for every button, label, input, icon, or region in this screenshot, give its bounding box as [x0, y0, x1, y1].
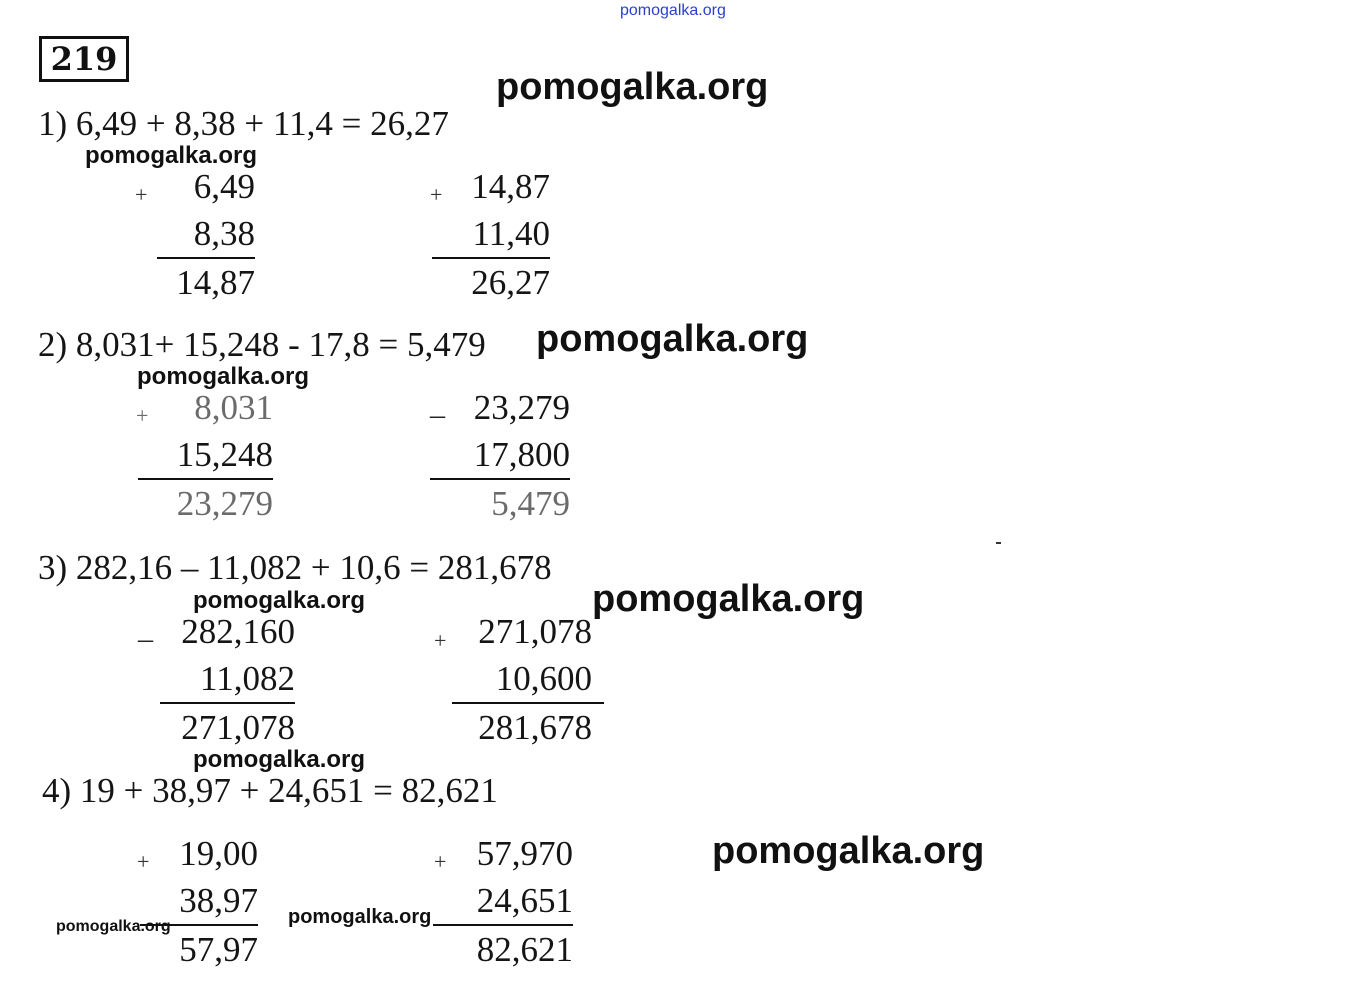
- plus-sign: +: [434, 849, 447, 874]
- operand: 24,651: [433, 877, 573, 926]
- plus-sign: +: [434, 628, 447, 653]
- problem-1-equation: 1) 6,49 + 8,38 + 11,4 = 26,27: [38, 104, 449, 143]
- task-number: 219: [39, 36, 129, 82]
- watermark: pomogalka.org: [56, 918, 171, 935]
- plus-sign: +: [430, 182, 443, 207]
- operand: 17,800: [430, 431, 570, 480]
- operand: 19,00: [179, 834, 258, 873]
- watermark: pomogalka.org: [288, 906, 432, 928]
- operand: 8,38: [157, 210, 255, 259]
- stray-mark: [996, 542, 1001, 544]
- plus-sign: +: [136, 403, 149, 428]
- minus-sign: _: [138, 612, 153, 645]
- watermark: pomogalka.org: [193, 587, 366, 614]
- plus-sign: +: [137, 849, 150, 874]
- column-addition: [115, 163, 255, 306]
- result: 57,97: [179, 930, 258, 969]
- operand: 271,078: [478, 612, 592, 651]
- column-addition: [410, 163, 550, 306]
- result: 271,078: [181, 708, 295, 747]
- result: 14,87: [176, 263, 255, 302]
- watermark: pomogalka.org: [137, 363, 310, 390]
- minus-sign: _: [430, 388, 445, 421]
- column-subtraction: [155, 608, 295, 751]
- result: 281,678: [478, 708, 592, 747]
- watermark: pomogalka.org: [712, 830, 985, 872]
- operand: 57,970: [476, 834, 573, 873]
- operand: 14,87: [471, 167, 550, 206]
- column-addition: [433, 830, 573, 973]
- problem-3-equation: 3) 282,16 – 11,082 + 10,6 = 281,678: [38, 548, 552, 587]
- watermark: pomogalka.org: [193, 746, 366, 773]
- operand: 282,160: [181, 612, 295, 651]
- operand: 8,031: [194, 388, 273, 427]
- column-subtraction: [430, 384, 570, 527]
- problem-4-equation: 4) 19 + 38,97 + 24,651 = 82,621: [42, 771, 498, 810]
- plus-sign: +: [135, 182, 148, 207]
- result: 5,479: [491, 484, 570, 523]
- operand: 15,248: [138, 431, 273, 480]
- problem-2-equation: 2) 8,031+ 15,248 - 17,8 = 5,479: [38, 325, 486, 364]
- watermark: pomogalka.org: [496, 66, 769, 108]
- operand: 11,082: [160, 655, 295, 704]
- watermark: pomogalka.org: [536, 318, 809, 360]
- operand: 11,40: [432, 210, 550, 259]
- column-addition: [452, 608, 592, 751]
- operand: 10,600: [452, 655, 604, 704]
- column-addition: [133, 384, 273, 527]
- watermark: pomogalka.org: [85, 142, 258, 169]
- top-watermark: pomogalka.org: [620, 2, 726, 19]
- result: 82,621: [476, 930, 573, 969]
- operand: 23,279: [473, 388, 570, 427]
- watermark: pomogalka.org: [592, 578, 865, 620]
- result: 26,27: [471, 263, 550, 302]
- column-addition: [118, 830, 258, 973]
- operand: 38,97: [140, 877, 258, 926]
- operand: 6,49: [193, 167, 255, 206]
- result: 23,279: [176, 484, 273, 523]
